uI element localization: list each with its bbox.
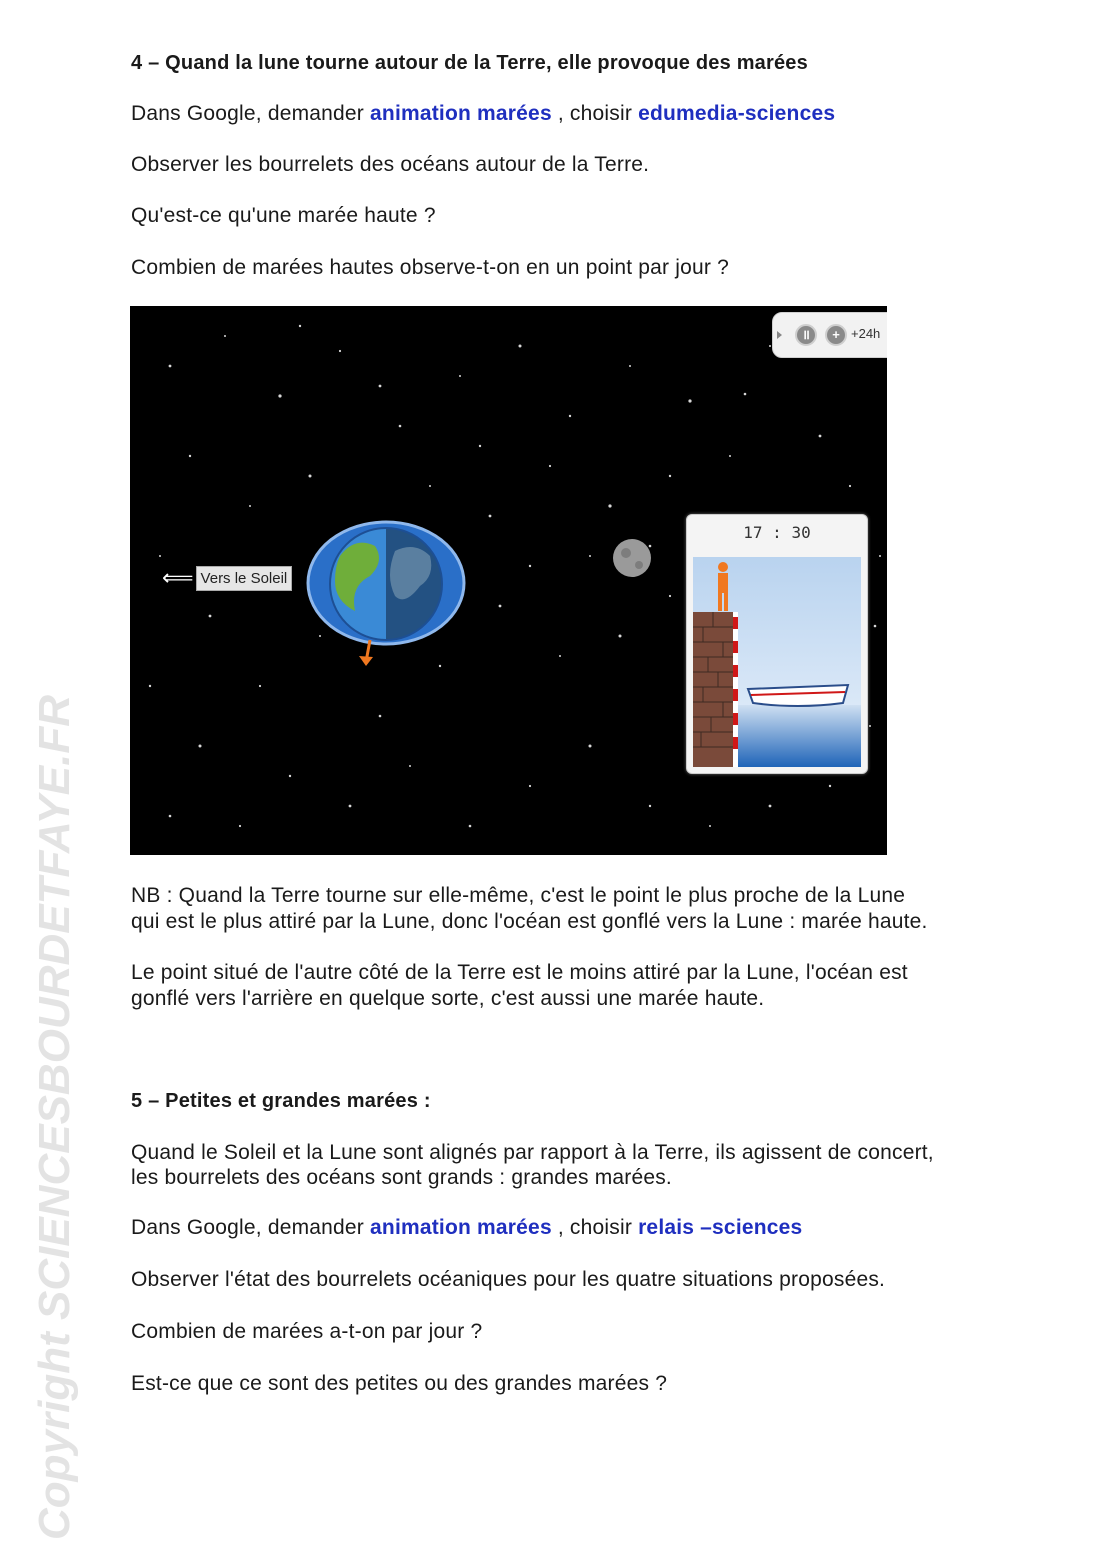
left-arrow-icon: ⟸ xyxy=(162,565,194,590)
google-prefix: Dans Google, demander xyxy=(131,1216,371,1239)
animation-controls xyxy=(772,312,887,358)
clock-readout: 17 : 30 xyxy=(743,523,811,542)
section5-question-2: Combien de marées a-t-on par jour ? xyxy=(131,1320,483,1343)
link-animation-marees[interactable]: animation marées xyxy=(370,102,552,125)
section5-question-1: Observer l'état des bourrelets océaniques pour les quatre situations proposées. xyxy=(131,1268,886,1291)
link-relais-sciences[interactable]: relais –sciences xyxy=(638,1216,803,1239)
section5-heading: 5 – Petites et grandes marées : xyxy=(131,1090,431,1112)
pause-button[interactable]: ॥ xyxy=(795,324,817,346)
section4-question-3: Combien de marées hautes observe-t-on en un point par jour ? xyxy=(131,256,730,279)
collapse-arrow-icon[interactable] xyxy=(777,331,782,339)
nb-line-1: NB : Quand la Terre tourne sur elle-même, c'est le point le plus proche de la Lune xyxy=(131,884,906,907)
section4-heading: 4 – Quand la lune tourne autour de la Terre, elle provoque des marées xyxy=(131,52,808,74)
link-animation-marees[interactable]: animation marées xyxy=(370,1216,552,1239)
copyright-watermark: Copyright SCIENCESBOURDETFAYE.FR xyxy=(30,694,79,1540)
link-edumedia-sciences[interactable]: edumedia-sciences xyxy=(638,102,836,125)
harbor-scene xyxy=(693,557,861,767)
section5-question-3: Est-ce que ce sont des petites ou des grandes marées ? xyxy=(131,1372,668,1395)
tides-animation-screenshot xyxy=(130,306,887,855)
add-time-button[interactable]: + xyxy=(825,324,847,346)
sun-label-text: Vers le Soleil xyxy=(196,566,293,591)
section5-para-line-1: Quand le Soleil et la Lune sont alignés par rapport à la Terre, ils agissent de concert, xyxy=(131,1141,934,1164)
choose-text: , choisir xyxy=(551,1216,639,1239)
section5-para-line-2: les bourrelets des océans sont grands : grandes marées. xyxy=(131,1166,672,1189)
section4-question-2: Qu'est-ce qu'une marée haute ? xyxy=(131,204,436,227)
time-step-label: +24h xyxy=(851,326,881,341)
tide-view-panel xyxy=(686,514,868,774)
nb-line-4: gonflé vers l'arrière en quelque sorte, c'est aussi une marée haute. xyxy=(131,987,765,1010)
section5-google-line xyxy=(131,1215,802,1241)
nb-line-2: qui est le plus attiré par la Lune, donc l'océan est gonflé vers la Lune : marée haute. xyxy=(131,910,928,933)
google-prefix: Dans Google, demander xyxy=(131,102,371,125)
nb-line-3: Le point situé de l'autre côté de la Terre est le moins attiré par la Lune, l'océan est xyxy=(131,961,908,984)
sun-direction-label xyxy=(162,565,292,591)
section4-google-line xyxy=(131,101,835,127)
choose-text: , choisir xyxy=(551,102,639,125)
section4-question-1: Observer les bourrelets des océans autour de la Terre. xyxy=(131,153,650,176)
